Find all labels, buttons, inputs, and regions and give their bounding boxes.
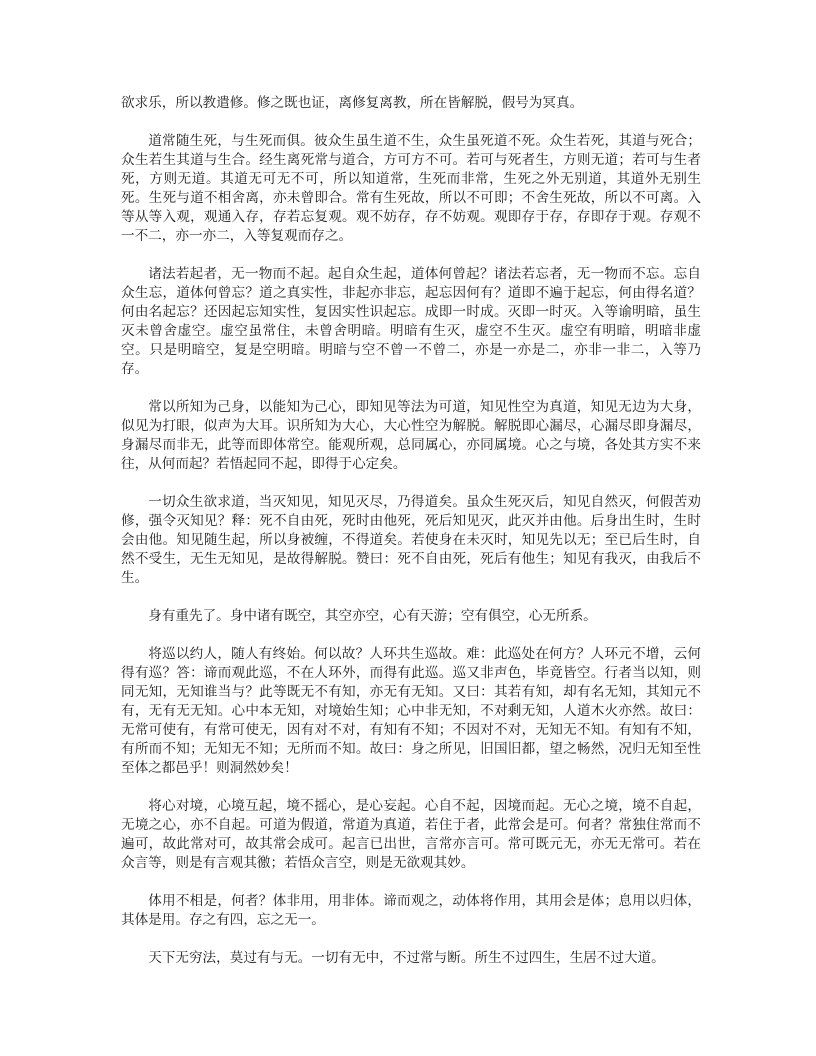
paragraph: 天下无穷法，莫过有与无。一切有无中，不过常与断。所生不过四生，生居不过大道。: [148, 950, 665, 966]
paragraph: 一切众生欲求道，当灭知见，知见灭尽，乃得道矣。虽众生死灭后，知见自然灭，何假苦劝修，强令灭知见？释：死不自由死，死时由他死，死后知见灭，此灭并由他。后身出生时，生时会由他。知见随生起，所以身被缠，不得道矣。若使身在未灭时，知见先以无；至已后生时，自然不受生，无生无知见，是故得解脱。赞曰：死不自由死，死后有他生；知见有我灭，由我后不生。: [121, 494, 701, 586]
paragraph: 体用不相是，何者？体非用，用非体。谛而观之，动体将作用，其用会是体；息用以归体，其体是用。存之有四，忘之无一。: [121, 893, 701, 928]
paragraph-continuation: 欲求乐，所以教遣修。修之既也证，离修复离教，所在皆解脱，假号为冥真。: [121, 95, 584, 111]
paragraph: 身有重先了。身中诸有既空，其空亦空，心有天游；空有俱空，心无所系。: [148, 608, 597, 624]
paragraph: 诸法若起者，无一物而不起。起自众生起，道体何曾起？诸法若忘者，无一物而不忘。忘自众生忘，道体何曾忘？道之真实性，非起亦非忘，起忘因何有？道即不遍于起忘，何由得名道？何由名起忘？还因起忘知实性，复因实性识起忘。成即一时成。灭即一时灭。入等谕明暗，虽生灭未曾舍虚空。虚空虽常住，未曾舍明暗。明暗有生灭，虚空不生灭。虚空有明暗，明暗非虚空。只是明暗空，复是空明暗。明暗与空不曾一不曾二，亦是一亦是二，亦非一非二，入等乃存。: [121, 266, 701, 377]
paragraph: 常以所知为己身，以能知为己心，即知见等法为可道，知见性空为真道，知见无边为大身，似见为打眼，似声为大耳。识所知为大心，大心性空为解脱。解脱即心漏尽，心漏尽即身漏尽，身漏尽而非无，此等而即体常空。能观所观，总同属心，亦同属境。心之与境，各处其方实不来往，从何而起？若悟起同不起，即得于心定矣。: [121, 399, 701, 472]
document-page: [121, 94, 701, 987]
paragraph: 道常随生死，与生死而俱。彼众生虽生道不生，众生虽死道不死。众生若死，其道与死合；众生若生其道与生合。经生离死常与道合，方可方不可。若可与死者生，方则无道；若可与生者死，方则无道。其道无可无不可，所以知道常，生死而非常，生死之外无别道，其道外无别生死。生死与道不相舍离，亦未曾即合。常有生死故，所以不可即；不舍生死故，所以不可离。入等从等入观，观通入存，存若忘复观。观不妨存，存不妨观。观即存于存，存即存于观。存观不一不二，亦一亦二，入等复观而存之。: [121, 133, 701, 244]
paragraph: 将心对境，心境互起，境不摇心，是心妄起。心自不起，因境而起。无心之境，境不自起，无境之心，亦不自起。可道为假道，常道为真道，若住于者，此常会是可。何者？常独住常而不遍可，故此常对可，故其常会成可。起言已出世，言常亦言可。常可既元无，亦无无常可。若在众言等，则是有言观其徼；若悟众言空，则是无欲观其妙。: [121, 798, 701, 871]
paragraph: 将巡以约人，随人有终始。何以故？人环共生巡故。难：此巡处在何方？人环元不增，云何得有巡？答：谛而观此巡，不在人环外，而得有此巡。巡又非声色，毕竟皆空。行者当以知，则同无知，无知谁当与？此等既无不有知，亦无有无知。又曰：其若有知，却有名无知，其知元不有，无有无无知。心中本无知，对境始生知；心中非无知，不对剩无知，人道木火亦然。故曰：无常可使有，有常可使无，因有对不对，有知有不知；不因对不对，无知无不知。有知有不知，有所而不知；无知无不知；无所而不知。故曰：身之所见，旧国旧都，望之畅然，况归无知至性至体之都邑乎！则洞然妙矣！: [121, 646, 701, 776]
